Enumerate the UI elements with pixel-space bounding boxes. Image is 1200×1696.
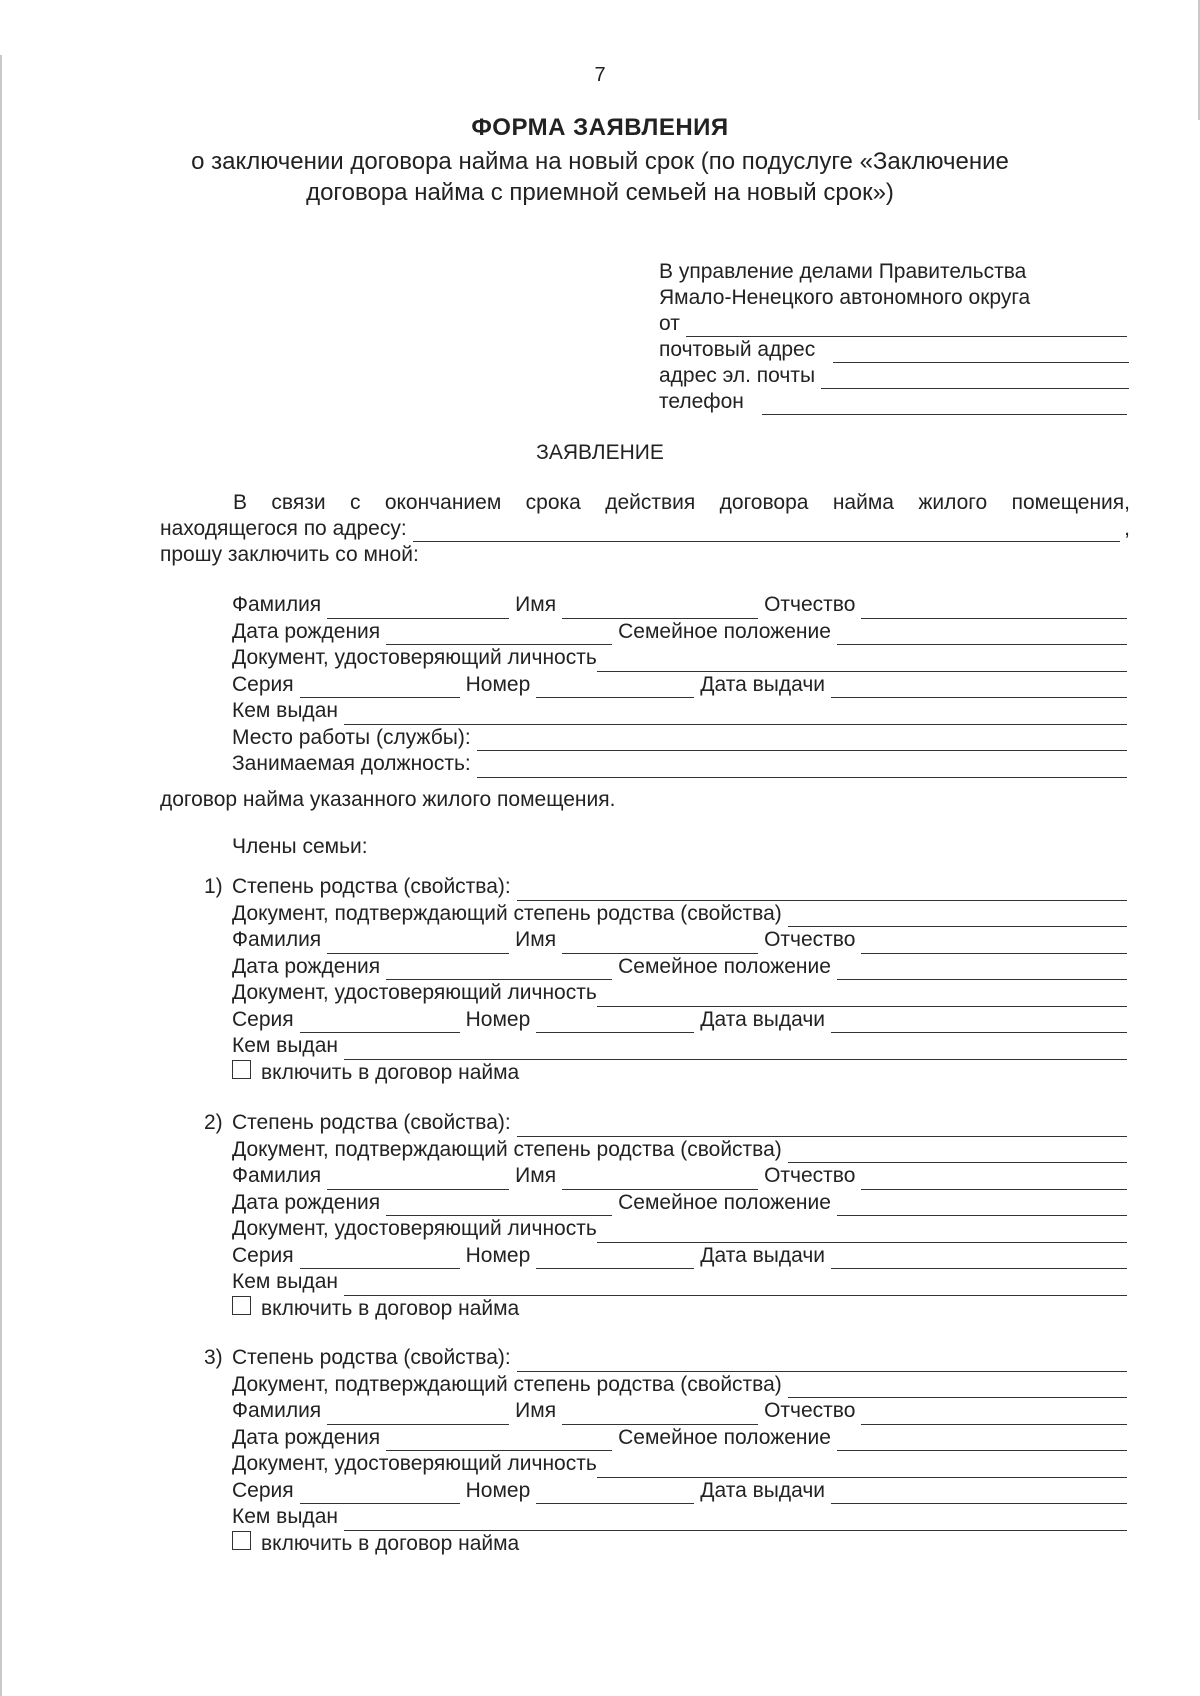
issued-by-field[interactable]	[344, 1276, 1127, 1296]
number-label: Номер	[465, 1243, 531, 1267]
relation-doc-label: Документ, подтверждающий степень родства (свойства)	[232, 1137, 782, 1161]
issue-date-label: Дата выдачи	[700, 672, 826, 696]
postal-label: почтовый адрес	[659, 338, 816, 361]
id-doc-label: Документ, удостоверяющий личность	[232, 1452, 597, 1475]
relation-doc-label: Документ, подтверждающий степень родства (свойства)	[232, 1372, 782, 1396]
member-block-1	[204, 874, 1127, 1086]
name-label: Имя	[515, 593, 557, 616]
relation-field[interactable]	[517, 1117, 1127, 1137]
name-field[interactable]	[562, 599, 758, 619]
surname-field[interactable]	[327, 1170, 509, 1190]
birthdate-label: Дата рождения	[232, 954, 381, 978]
patronymic-label: Отчество	[764, 1399, 856, 1422]
property-address-field[interactable]	[413, 522, 1120, 542]
marital-field[interactable]	[837, 960, 1127, 980]
members-label: Члены семьи:	[232, 835, 368, 858]
patronymic-field[interactable]	[861, 934, 1127, 954]
birthdate-label: Дата рождения	[232, 619, 381, 643]
surname-label: Фамилия	[232, 1164, 322, 1187]
patronymic-field[interactable]	[861, 1405, 1127, 1425]
from-label: от	[659, 312, 680, 335]
issue-date-field[interactable]	[831, 678, 1127, 698]
include-checkbox[interactable]	[232, 1060, 251, 1079]
relation-doc-label: Документ, подтверждающий степень родства (свойства)	[232, 901, 782, 925]
relation-doc-field[interactable]	[788, 907, 1127, 927]
addressee-line-1: В управление делами Правительства	[659, 260, 1027, 283]
issue-date-label: Дата выдачи	[700, 1243, 826, 1267]
member-index: 3)	[204, 1346, 223, 1369]
issue-date-field[interactable]	[831, 1249, 1127, 1269]
from-field[interactable]	[686, 317, 1127, 337]
birthdate-field[interactable]	[386, 1196, 612, 1216]
email-field[interactable]	[821, 369, 1129, 389]
relation-doc-field[interactable]	[788, 1143, 1127, 1163]
id-doc-label: Документ, удостоверяющий личность	[232, 1217, 597, 1240]
issue-date-field[interactable]	[831, 1013, 1127, 1033]
marital-label: Семейное положение	[618, 619, 831, 643]
surname-field[interactable]	[327, 1405, 509, 1425]
issue-date-label: Дата выдачи	[700, 1478, 826, 1502]
marital-field[interactable]	[837, 625, 1127, 645]
issued-by-label: Кем выдан	[232, 699, 338, 722]
relation-label: Степень родства (свойства):	[232, 1346, 511, 1369]
member-block-2	[204, 1110, 1127, 1322]
surname-field[interactable]	[327, 599, 509, 619]
id-doc-field[interactable]	[597, 1223, 1127, 1243]
marital-label: Семейное положение	[618, 1425, 831, 1449]
applicant-block	[232, 592, 1127, 778]
marital-field[interactable]	[837, 1431, 1127, 1451]
id-doc-label: Документ, удостоверяющий личность	[232, 646, 597, 669]
number-label: Номер	[465, 1478, 531, 1502]
patronymic-label: Отчество	[764, 928, 856, 951]
issued-by-label: Кем выдан	[232, 1505, 338, 1528]
series-field[interactable]	[300, 1013, 460, 1033]
name-label: Имя	[515, 928, 557, 951]
name-label: Имя	[515, 1399, 557, 1422]
workplace-field[interactable]	[477, 731, 1127, 751]
patronymic-field[interactable]	[861, 599, 1127, 619]
series-label: Серия	[232, 1478, 294, 1502]
marital-label: Семейное положение	[618, 1190, 831, 1214]
intro-line-3: прошу заключить со мной:	[160, 543, 419, 566]
intro-paragraph: В связи с окончанием срока действия договора найма жилого помещения, находящегося по адресу: , прошу заключить со мной:	[160, 491, 1130, 566]
member-index: 1)	[204, 875, 223, 898]
workplace-label: Место работы (службы):	[232, 725, 471, 749]
issued-by-field[interactable]	[344, 1511, 1127, 1531]
include-checkbox[interactable]	[232, 1296, 251, 1315]
series-field[interactable]	[300, 678, 460, 698]
addressee-line-2: Ямало-Ненецкого автономного округа	[659, 286, 1031, 309]
form-subtitle: о заключении договора найма на новый срок (по подуслуге «Заключение договора найма с приемной семьей на новый срок»)	[191, 148, 1009, 206]
marital-label: Семейное положение	[618, 954, 831, 978]
form-title: ФОРМА ЗАЯВЛЕНИЯ	[471, 114, 729, 141]
name-field[interactable]	[562, 1170, 758, 1190]
addressee-block	[659, 259, 1129, 415]
page-number: 7	[594, 64, 606, 86]
relation-label: Степень родства (свойства):	[232, 875, 511, 898]
member-index: 2)	[204, 1111, 223, 1134]
relation-doc-field[interactable]	[788, 1378, 1127, 1398]
patronymic-label: Отчество	[764, 1164, 856, 1187]
surname-field[interactable]	[327, 934, 509, 954]
patronymic-label: Отчество	[764, 593, 856, 616]
name-label: Имя	[515, 1164, 557, 1187]
surname-label: Фамилия	[232, 1399, 322, 1422]
statement-heading: ЗАЯВЛЕНИЕ	[536, 441, 664, 464]
id-doc-field[interactable]	[597, 987, 1127, 1007]
relation-field[interactable]	[517, 881, 1127, 901]
id-doc-label: Документ, удостоверяющий личность	[232, 981, 597, 1004]
series-label: Серия	[232, 672, 294, 696]
name-field[interactable]	[562, 934, 758, 954]
intro-line-1: В связи с окончанием срока действия договора найма жилого помещения,	[233, 491, 1130, 514]
series-field[interactable]	[300, 1249, 460, 1269]
email-label: адрес эл. почты	[659, 364, 816, 387]
surname-label: Фамилия	[232, 928, 322, 951]
include-label: включить в договор найма	[261, 1060, 520, 1084]
issue-date-field[interactable]	[831, 1484, 1127, 1504]
number-field[interactable]	[536, 678, 694, 698]
issued-by-label: Кем выдан	[232, 1270, 338, 1293]
name-field[interactable]	[562, 1405, 758, 1425]
contract-tail-text: договор найма указанного жилого помещения.	[160, 788, 616, 811]
birthdate-field[interactable]	[386, 625, 612, 645]
issued-by-field[interactable]	[344, 705, 1127, 725]
intro-line-2: находящегося по адресу:	[160, 517, 407, 540]
relation-label: Степень родства (свойства):	[232, 1111, 511, 1134]
phone-field[interactable]	[762, 395, 1127, 415]
issued-by-field[interactable]	[344, 1040, 1127, 1060]
page-edge-left	[0, 55, 2, 1696]
issued-by-label: Кем выдан	[232, 1034, 338, 1057]
birthdate-field[interactable]	[386, 960, 612, 980]
birthdate-label: Дата рождения	[232, 1425, 381, 1449]
phone-label: телефон	[659, 390, 744, 413]
series-label: Серия	[232, 1007, 294, 1031]
patronymic-field[interactable]	[861, 1170, 1127, 1190]
birthdate-label: Дата рождения	[232, 1190, 381, 1214]
position-label: Занимаемая должность:	[232, 752, 471, 775]
marital-field[interactable]	[837, 1196, 1127, 1216]
postal-field[interactable]	[833, 343, 1129, 363]
include-label: включить в договор найма	[261, 1296, 520, 1320]
number-label: Номер	[465, 1007, 531, 1031]
member-block-3	[204, 1345, 1127, 1557]
include-label: включить в договор найма	[261, 1531, 520, 1555]
include-checkbox[interactable]	[232, 1531, 251, 1550]
relation-field[interactable]	[517, 1352, 1127, 1372]
issue-date-label: Дата выдачи	[700, 1007, 826, 1031]
number-field[interactable]	[536, 1484, 694, 1504]
id-doc-field[interactable]	[597, 652, 1127, 672]
number-field[interactable]	[536, 1249, 694, 1269]
birthdate-field[interactable]	[386, 1431, 612, 1451]
position-field[interactable]	[477, 758, 1127, 778]
surname-label: Фамилия	[232, 593, 322, 616]
number-label: Номер	[465, 672, 531, 696]
number-field[interactable]	[536, 1013, 694, 1033]
series-field[interactable]	[300, 1484, 460, 1504]
series-label: Серия	[232, 1243, 294, 1267]
id-doc-field[interactable]	[597, 1458, 1127, 1478]
